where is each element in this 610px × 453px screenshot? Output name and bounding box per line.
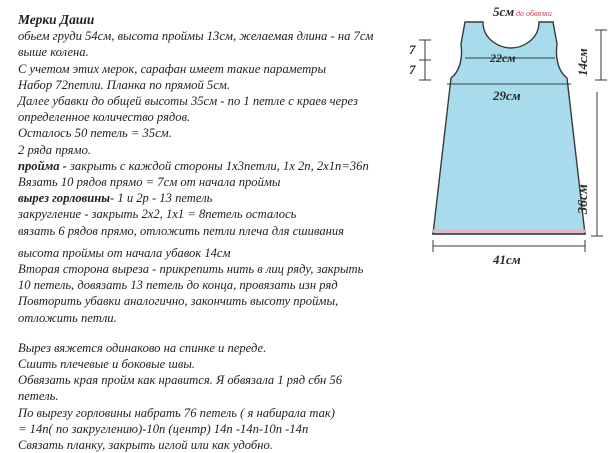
text-line: Обвязать края пройм как нравится. Я обвязала 1 ряд сбн 56 [18,373,343,388]
neckline-text: - 1 и 2р - 13 петель [110,191,213,206]
document-title: Мерки Даши [18,12,95,27]
text-line: определенное количество рядов. [18,110,191,125]
text-line: Сшить плечевые и боковые швы. [18,357,196,372]
armhole-heading: пройма - [18,158,67,173]
armhole-line [18,158,418,174]
text-line: 10 петель, довязать 13 петель до конца, провязать изн ряд [18,278,338,293]
text-line: Вырез вяжется одинаково на спинке и переде. [18,340,267,355]
text-line: По вырезу горловины набрать 76 петель ( я набирала так) [18,405,335,420]
text-line: Вязать 10 рядов прямо = 7см от начала проймы [18,175,281,190]
label-29cm: 29см [493,88,521,103]
text-line: 2 ряда прямо. [18,142,92,157]
text-line: высота проймы от начала убавок 14см [18,245,231,260]
text-line: Повторить убавки аналогично, закончить высоту проймы, [18,294,339,309]
label-7-bottom: 7 [409,62,416,77]
text-line: Набор 72петли. Планка по прямой 5см. [18,77,230,92]
text-line: закругление - закрыть 2х2, 1х1 = 8петель осталось [18,207,297,222]
text-line: С учетом этих мерок, сарафан имеет такие параметры [18,61,327,76]
label-36cm: 36см [576,184,591,214]
text-line: выше колена. [18,45,89,60]
text-line: обьем груди 54см, высота проймы 13см, желаемая длина - на 7см [18,29,374,44]
instructions-text [18,12,418,453]
text-line: = 14п( по закруглению)-10п (центр) 14п -14п-10п -14п [18,421,309,436]
label-5cm-note: до обвязки [516,9,552,18]
text-line: Осталось 50 петель = 35см. [18,126,172,141]
label-14cm: 14см [575,48,590,76]
label-41cm: 41см [493,252,521,267]
dress-schematic [405,0,610,280]
text-line: Связать планку, закрыть иглой или как удобно. [18,438,273,453]
neckline-line [18,190,418,206]
text-line: вязать 6 рядов прямо, отложить петли плеча для сшивания [18,223,345,238]
text-line: Далее убавки до общей высоты 35см - по 1 петле с краев через [18,94,358,109]
neckline-heading: вырез горловины [18,191,111,206]
armhole-text: закрыть с каждой стороны 1х3петли, 1х 2п, 2х1п=36п [66,158,369,173]
text-line: Вторая сторона выреза - прикрепить нить в лиц ряду, закрыть [18,262,364,277]
label-7-top: 7 [409,42,416,57]
label-5cm: 5см [493,4,515,19]
label-22cm: 22см [490,51,516,65]
text-line: отложить петли. [18,310,117,325]
text-line: петель. [18,389,59,404]
